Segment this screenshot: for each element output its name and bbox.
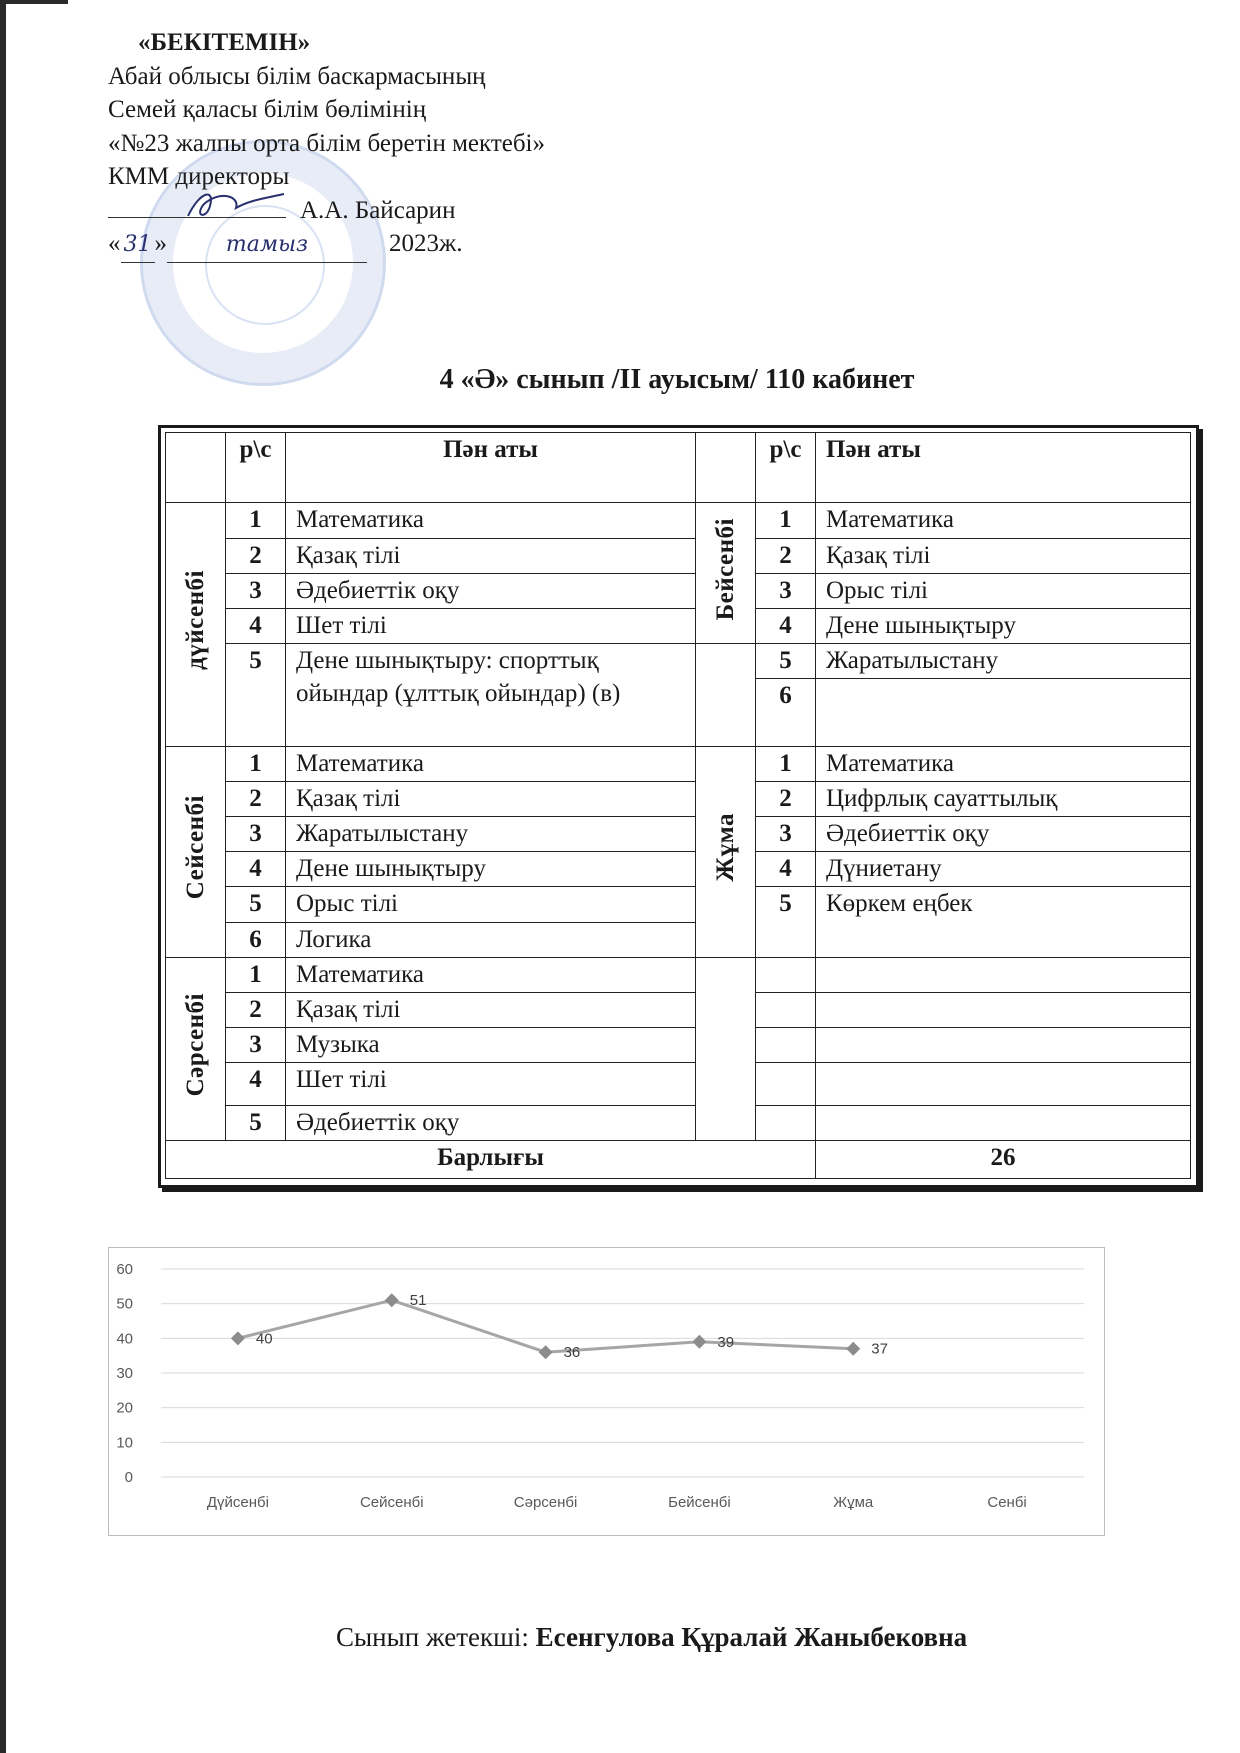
class-teacher-label: Сынып жетекші: (336, 1622, 536, 1652)
lesson-num: 5 (756, 887, 816, 957)
approval-line-3: «№23 жалпы орта білім беретін мектебі» (108, 129, 545, 157)
data-point-marker (692, 1335, 706, 1349)
header-day-blank-right (696, 433, 756, 503)
x-tick-label: Сәрсенбі (513, 1494, 578, 1511)
lesson-num: 4 (226, 1063, 286, 1105)
empty-num (756, 1063, 816, 1105)
empty-num (756, 957, 816, 992)
lesson-subject: Музыка (286, 1028, 696, 1063)
lesson-num: 2 (756, 538, 816, 573)
approval-date-line (108, 227, 545, 263)
lesson-subject: Логика (286, 922, 696, 957)
lesson-subject: Шет тілі (286, 608, 696, 643)
lesson-num: 2 (226, 538, 286, 573)
approval-block (108, 26, 545, 263)
lesson-num: 2 (756, 781, 816, 816)
lesson-subject: Орыс тілі (286, 887, 696, 922)
empty-subject (816, 1028, 1191, 1063)
lesson-subject: Цифрлық сауаттылық (816, 781, 1191, 816)
header-subject-left: Пән аты (286, 433, 696, 503)
header-num-left: р\с (226, 433, 286, 503)
lesson-subject: Математика (286, 746, 696, 781)
lesson-subject: Дене шынықтыру (286, 852, 696, 887)
scan-border-top (0, 0, 68, 4)
lesson-subject: Қазақ тілі (286, 538, 696, 573)
total-value: 26 (816, 1140, 1191, 1178)
line-chart-svg (109, 1248, 1104, 1535)
empty-subject (816, 992, 1191, 1027)
approval-heading: «БЕКІТЕМІН» (138, 29, 311, 56)
x-tick-label: Бейсенбі (668, 1494, 731, 1511)
data-label: 36 (563, 1344, 581, 1362)
day-friday: Жұма (696, 746, 756, 957)
director-name: А.А. Байсарин (300, 196, 456, 224)
lesson-subject: Жаратылыстану (816, 644, 1191, 679)
lesson-num: 1 (756, 503, 816, 538)
x-tick-label: Сейсенбі (359, 1494, 424, 1511)
scan-border-left (0, 0, 6, 1753)
header-num-right: р\с (756, 433, 816, 503)
day-wednesday: Сәрсенбі (166, 957, 226, 1140)
lesson-subject: Қазақ тілі (286, 992, 696, 1027)
class-teacher-line (336, 1622, 967, 1653)
lesson-subject (816, 679, 1191, 746)
total-label: Барлығы (166, 1140, 816, 1178)
data-label: 40 (255, 1330, 273, 1348)
lesson-num: 4 (226, 608, 286, 643)
lesson-num: 3 (756, 573, 816, 608)
day-monday: дүйсенбі (166, 503, 226, 746)
approval-line-4: КММ директоры (108, 163, 290, 190)
date-day: 31 (121, 228, 155, 263)
empty-subject (816, 1105, 1191, 1140)
lesson-num: 6 (226, 922, 286, 957)
header-subject-right: Пән аты (816, 433, 1191, 503)
lesson-subject: Әдебиеттік оқу (816, 817, 1191, 852)
approval-line-1: Абай облысы білім баскармасының (108, 62, 486, 90)
lesson-subject: Әдебиеттік оқу (286, 573, 696, 608)
empty-num (756, 1028, 816, 1063)
y-tick-label: 50 (116, 1295, 133, 1313)
y-tick-label: 30 (116, 1365, 133, 1382)
lesson-subject: Математика (816, 746, 1191, 781)
lesson-num: 5 (226, 644, 286, 747)
schedule-table-frame (158, 425, 1199, 1188)
lesson-num: 4 (756, 608, 816, 643)
data-label: 39 (717, 1333, 735, 1351)
lesson-subject: Көркем еңбек (816, 887, 1191, 957)
data-point-marker (539, 1345, 553, 1359)
schedule-title: 4 «Ә» сынып /ІІ ауысым/ 110 кабинет (439, 364, 915, 395)
lesson-subject: Математика (816, 503, 1191, 538)
data-label: 51 (409, 1292, 427, 1310)
day-blank (696, 644, 756, 747)
lesson-num: 5 (756, 644, 816, 679)
lesson-num: 1 (226, 957, 286, 992)
lesson-num: 1 (226, 503, 286, 538)
lesson-subject: Дене шынықтыру: спорттық ойындар (ұлттық ойындар) (в) (286, 644, 696, 747)
lesson-subject: Қазақ тілі (816, 538, 1191, 573)
lesson-num: 3 (226, 817, 286, 852)
data-point-marker (231, 1331, 245, 1345)
series-line (238, 1300, 853, 1352)
empty-num (756, 1105, 816, 1140)
data-label: 37 (871, 1340, 888, 1358)
empty-subject (816, 957, 1191, 992)
schedule-table (165, 432, 1191, 1179)
day-thursday: Бейсенбі (696, 503, 756, 644)
lesson-subject: Қазақ тілі (286, 781, 696, 816)
day-tuesday: Сейсенбі (166, 746, 226, 957)
lesson-subject: Математика (286, 503, 696, 538)
date-year: 2023ж. (389, 230, 463, 257)
lesson-num: 3 (226, 573, 286, 608)
director-handwritten-signature (180, 186, 290, 226)
approval-line-2: Семей қаласы білім бөлімінің (108, 96, 427, 123)
header-day-blank-left (166, 433, 226, 503)
date-month: тамыз (167, 228, 367, 263)
lesson-num: 3 (226, 1028, 286, 1063)
lesson-subject: Әдебиеттік оқу (286, 1105, 696, 1140)
weekly-load-chart (108, 1247, 1105, 1536)
y-tick-label: 20 (116, 1399, 133, 1417)
data-point-marker (846, 1342, 860, 1356)
lesson-subject: Математика (286, 957, 696, 992)
date-close-quote: » (154, 230, 167, 257)
y-tick-label: 10 (116, 1434, 133, 1452)
lesson-subject: Жаратылыстану (286, 817, 696, 852)
lesson-num: 2 (226, 781, 286, 816)
day-blank (696, 957, 756, 1140)
y-tick-label: 60 (116, 1261, 133, 1278)
lesson-subject: Шет тілі (286, 1063, 696, 1105)
x-tick-label: Жұма (833, 1494, 874, 1511)
lesson-num: 4 (226, 852, 286, 887)
x-tick-label: Сенбі (987, 1494, 1027, 1511)
date-open-quote: « (108, 230, 121, 257)
lesson-num: 3 (756, 817, 816, 852)
lesson-num: 5 (226, 887, 286, 922)
lesson-subject: Орыс тілі (816, 573, 1191, 608)
lesson-num: 2 (226, 992, 286, 1027)
lesson-num: 6 (756, 679, 816, 746)
lesson-subject: Дүниетану (816, 852, 1191, 887)
x-tick-label: Дүйсенбі (206, 1494, 269, 1511)
lesson-num: 5 (226, 1105, 286, 1140)
director-signature-line (108, 194, 545, 228)
y-tick-label: 0 (124, 1469, 133, 1486)
class-teacher-name: Есенгулова Құралай Жаныбековна (535, 1622, 968, 1652)
empty-num (756, 992, 816, 1027)
y-tick-label: 40 (116, 1330, 133, 1348)
lesson-subject: Дене шынықтыру (816, 608, 1191, 643)
empty-subject (816, 1063, 1191, 1105)
data-point-marker (385, 1293, 399, 1307)
lesson-num: 1 (756, 746, 816, 781)
lesson-num: 1 (226, 746, 286, 781)
lesson-num: 4 (756, 852, 816, 887)
